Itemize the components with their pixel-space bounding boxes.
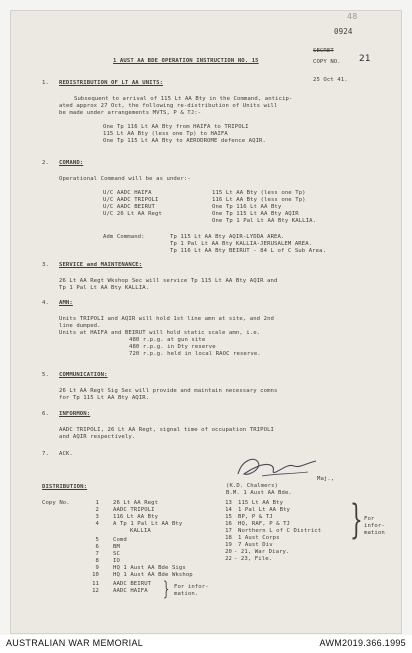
recipient: AADC HAIFA: [113, 588, 148, 594]
recipient: IO: [113, 558, 120, 564]
command-unit: U/C AADC TRIPOLI: [103, 197, 159, 203]
ammo-scale-line: 480 r.p.g. at gun site: [129, 337, 206, 343]
recipient: 26 Lt AA Regt: [113, 500, 159, 506]
section-number: 4.: [42, 300, 49, 306]
move-line: 115 Lt AA Bty (less one Tp) to HAIFA: [103, 131, 228, 137]
recipient: HQ 1 Aust AA Bde Wkshop: [113, 572, 193, 578]
copy-no-label: Copy No.: [42, 500, 70, 506]
recipient: HQ 1 Aust AA Bde Sigs: [113, 565, 186, 571]
brace-mark: }: [350, 497, 363, 543]
copy-number-cell: 14: [225, 507, 232, 513]
recipient: A Tp 1 Pal Lt AA Bty: [113, 521, 183, 527]
copy-number-cell: 3: [95, 514, 99, 520]
recipient: 116 Lt AA Bty: [113, 514, 159, 520]
recipient: 1 Pal Lt AA Bty: [238, 507, 291, 513]
recipient: - 23, File.: [234, 556, 273, 562]
command-battery: 115 Lt AA Bty (less one Tp): [212, 190, 306, 196]
distribution-heading: DISTRIBUTION:: [42, 484, 88, 490]
archive-name: AUSTRALIAN WAR MEMORIAL: [6, 638, 144, 648]
signature-appointment: B.M. 1 Aust AA Bde.: [226, 490, 292, 496]
command-unit: U/C AADC HAIFA: [103, 190, 152, 196]
copy-number-cell: 2: [95, 507, 99, 513]
recipient: 7 Aust Div: [238, 542, 273, 548]
document-date: 25 Oct 41.: [313, 77, 348, 83]
section-heading: COMAND:: [59, 160, 84, 166]
copy-number-cell: 9: [95, 565, 99, 571]
copy-number-cell: 4: [95, 521, 99, 527]
copy-number-cell: 11: [92, 581, 99, 587]
recipient: SC: [113, 551, 120, 557]
adm-command-line: Tp 1 Pal Lt AA Bty KALLIA-JERUSALEM AREA.: [170, 241, 313, 247]
copy-number-cell: 8: [95, 558, 99, 564]
recipient: Northern L of C District: [238, 528, 322, 534]
paragraph-line: for Tp 115 Lt AA Bty AQIR.: [59, 395, 150, 401]
copy-number-cell: 22: [225, 556, 232, 562]
recipient: AADC BEIRUT: [113, 581, 152, 587]
signature-rank: Maj.,: [317, 476, 335, 482]
copy-number-cell: 19: [225, 542, 232, 548]
copy-number-cell: 1: [95, 500, 99, 506]
paragraph-line: Units at HAIFA and BEIRUT will hold static scale amn, i.e.: [59, 330, 261, 336]
copy-number-cell: 6: [95, 544, 99, 550]
command-unit: U/C 26 Lt AA Regt: [103, 211, 162, 217]
recipient: BM: [113, 544, 120, 550]
section-number: 5.: [42, 372, 49, 378]
section-number: 1.: [42, 80, 49, 86]
paragraph-line: Subsequent to arrival of 115 Lt AA Bty in the Command, anticip-: [74, 96, 293, 102]
recipient: - 21, War Diary.: [234, 549, 290, 555]
command-battery: One Tp 116 Lt AA Bty: [212, 204, 282, 210]
copy-number-cell: 5: [95, 537, 99, 543]
adm-command-label: Adm Command:: [103, 234, 145, 240]
recipient: KALLIA: [130, 528, 151, 534]
paragraph-line: Tp 1 Pal Lt AA Bty KALLIA.: [59, 285, 150, 291]
section-number: 6.: [42, 411, 49, 417]
paragraph-line: line dumped.: [59, 323, 101, 329]
recipient: 1 Aust Corps: [238, 535, 280, 541]
copy-number-cell: 15: [225, 514, 232, 520]
page-number: 48: [347, 12, 358, 21]
info-note: For infor- mation.: [174, 584, 209, 597]
command-battery: 116 Lt AA Bty (less one Tp): [212, 197, 306, 203]
ammo-scale-line: 720 r.p.g. held in local RAOC reserve.: [129, 351, 261, 357]
paragraph-line: 26 Lt AA Regt Wkshop Sec will service Tp 115 Lt AA Bty AQIR and: [59, 278, 278, 284]
brace-mark: }: [163, 576, 170, 600]
copy-number-cell: 13: [225, 500, 232, 506]
section-number: 3.: [42, 262, 49, 268]
handwritten-signature: [232, 452, 322, 482]
command-battery: One Tp 115 Lt AA Bty AQIR: [212, 211, 299, 217]
paragraph-line: AADC TRIPOLI, 26 Lt AA Regt, signal time of occupation TRIPOLI: [59, 427, 274, 433]
adm-command-line: Tp 116 Lt AA Bty BEIRUT - 84 L of C Sub Area.: [170, 248, 327, 254]
recipient: BP, P & TJ: [238, 514, 273, 520]
copy-label: COPY NO.: [313, 59, 341, 65]
document-title: 1 AUST AA BDE OPERATION INSTRUCTION NO. 15: [113, 58, 259, 64]
recipient: 115 Lt AA Bty: [238, 500, 284, 506]
move-line: One Tp 116 Lt AA Bty from HAIFA to TRIPOLI: [103, 124, 249, 130]
section-number: 7.: [42, 451, 49, 457]
copy-number-cell: 17: [225, 528, 232, 534]
paragraph-line: ated approx 27 Oct, the following re-distribution of Units will: [59, 103, 278, 109]
classification: SECRET: [313, 48, 334, 54]
document-number: 0924: [334, 27, 353, 36]
copy-number: 21: [359, 54, 371, 64]
copy-number-cell: 12: [92, 588, 99, 594]
info-note: For infor- mation: [364, 516, 385, 536]
recipient: AADC TRIPOLI: [113, 507, 155, 513]
command-unit: U/C AADC BEIRUT: [103, 204, 156, 210]
section-heading: INFORMON:: [59, 411, 91, 417]
paragraph-line: 26 Lt AA Regt Sig Sec will provide and maintain necessary comns: [59, 388, 278, 394]
section-number: 2.: [42, 160, 49, 166]
section-heading: AMN:: [59, 300, 73, 306]
paragraph-line: Units TRIPOLI and AQIR will hold 1st line amn at site, and 2nd: [59, 316, 274, 322]
move-line: One Tp 115 Lt AA Bty to AERODROME defence AQIR.: [103, 138, 266, 144]
ammo-scale-line: 480 r.p.g. in Dty reserve: [129, 344, 216, 350]
archive-footer: [0, 635, 412, 653]
copy-number-cell: 7: [95, 551, 99, 557]
copy-number-cell: 10: [92, 572, 99, 578]
section-heading: ACK.: [59, 451, 73, 457]
section-heading: SERVICE and MAINTENANCE:: [59, 262, 143, 268]
copy-number-cell: 16: [225, 521, 232, 527]
signature-name: (K.D. Chalmers): [226, 483, 279, 489]
paragraph-line: and AQIR respectively.: [59, 434, 136, 440]
adm-command-line: Tp 115 Lt AA Bty AQIR-LYDDA AREA.: [170, 234, 285, 240]
section-heading: COMMUNICATION:: [59, 372, 108, 378]
copy-number-cell: 18: [225, 535, 232, 541]
section-heading: REDISTRIBUTION OF LT AA UNITS:: [59, 80, 164, 86]
recipient: Comd: [113, 537, 127, 543]
recipient: HQ, RAF, P & TJ: [238, 521, 291, 527]
archive-reference: AWM2019.366.1995: [319, 638, 406, 648]
paragraph-line: be made under arrangements MVTS, P & TJ:-: [59, 110, 202, 116]
paragraph-line: Operational Command will be as under:-: [59, 176, 191, 182]
command-battery: One Tp 1 Pal Lt AA Bty KALLIA.: [212, 218, 317, 224]
copy-number-cell: 20: [225, 549, 232, 555]
